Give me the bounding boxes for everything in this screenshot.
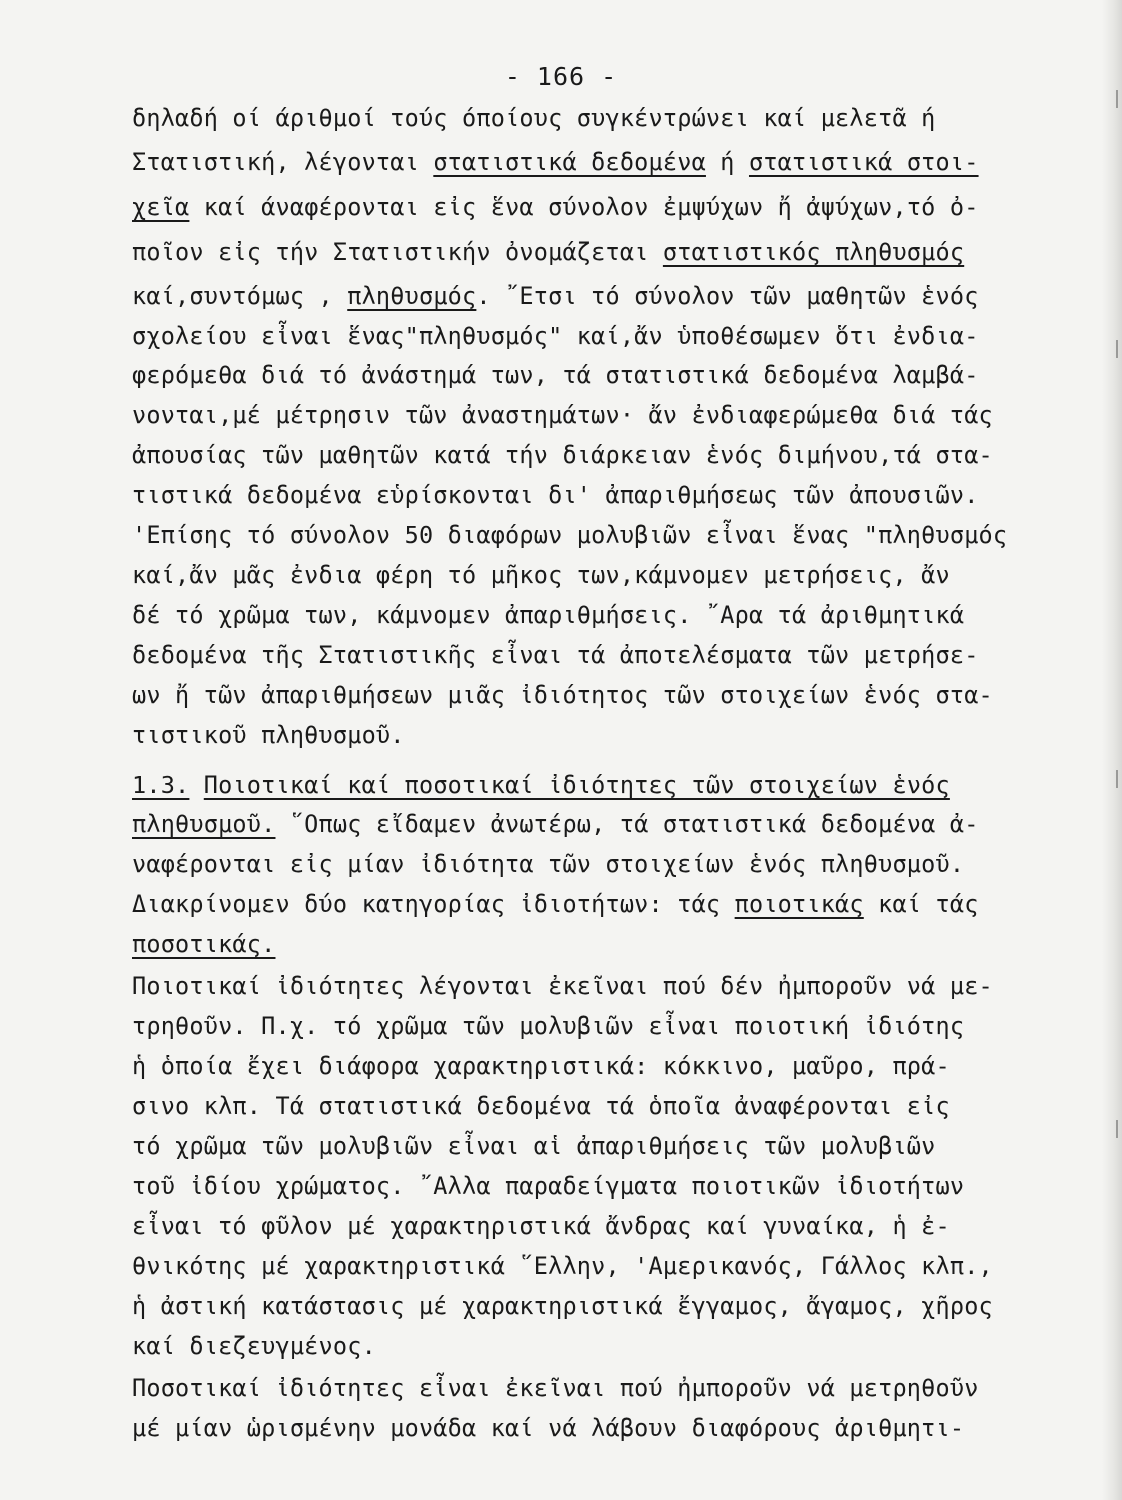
text-segment: καί,ἄν μᾶς ἐνδια φέρη τό μῆκος των,κάμνομεν μετρήσεις, ἄν	[132, 561, 950, 589]
underlined-text: στατιστικά δεδομένα	[433, 148, 706, 176]
text-segment: ῞Οπως εἴδαμεν ἀνωτέρω, τά στατιστικά δεδομένα ἀ-	[275, 810, 979, 838]
text-segment: σινο κλπ. Τά στατιστικά δεδομένα τά ὁποῖα ἀναφέρονται εἰς	[132, 1092, 950, 1120]
underlined-text: ποιοτικάς	[734, 890, 864, 918]
text-line	[132, 238, 1012, 266]
underlined-text: στατιστικά στοι-	[748, 148, 979, 176]
text-segment: Στατιστική, λέγονται	[132, 148, 434, 176]
page-edge-shadow	[1102, 0, 1122, 1500]
text-line	[132, 481, 1012, 509]
text-segment: καί άναφέρονται εἰς ἕνα σύνολον ἐμψύχων ἤ ἀψύχων,τό ὀ-	[189, 193, 979, 221]
text-line	[132, 810, 1012, 838]
text-line	[132, 1332, 1012, 1360]
page-number: - 166 -	[504, 62, 618, 91]
edge-mark	[1116, 770, 1118, 788]
text-segment: ἡ ὁποία ἔχει διάφορα χαρακτηριστικά: κόκκινο, μαῦρο, πρά-	[132, 1052, 950, 1080]
text-segment: μέ μίαν ὡρισμένην μονάδα καί νά λάβουν διαφόρους ἀριθμητι-	[132, 1414, 965, 1442]
text-segment: ποῖον εἰς τήν Στατιστικήν ὀνομάζεται	[132, 238, 663, 266]
text-line	[132, 322, 1012, 350]
text-line	[132, 1172, 1012, 1200]
text-segment: καί διεζευγμένος.	[132, 1332, 376, 1360]
text-segment: τρηθοῦν. Π.χ. τό χρῶμα τῶν μολυβιῶν εἶναι ποιοτική ἰδιότης	[132, 1012, 965, 1040]
text-segment: εἶναι τό φῦλον μέ χαρακτηριστικά ἄνδρας καί γυναίκα, ἡ ἐ-	[132, 1212, 950, 1240]
text-segment: Ποιοτικαί ἰδιότητες λέγονται ἐκεῖναι πού δέν ἠμποροῦν νά με-	[132, 972, 993, 1000]
text-segment: καί τάς	[863, 890, 979, 918]
edge-mark	[1116, 90, 1118, 108]
text-line	[132, 401, 1012, 429]
text-line	[132, 1092, 1012, 1120]
text-segment: τό χρῶμα τῶν μολυβιῶν εἶναι αἱ ἀπαριθμήσεις τῶν μολυβιῶν	[132, 1132, 936, 1160]
text-segment: δηλαδή οί άριθμοί τούς όποίους συγκέντρώνει καί μελετᾶ ή	[132, 104, 936, 132]
text-segment: νονται,μέ μέτρησιν τῶν ἀναστημάτων· ἄν ἐνδιαφερώμεθα διά τάς	[132, 401, 993, 429]
underlined-text: ποσοτικάς.	[132, 930, 276, 958]
text-line	[132, 193, 1012, 221]
text-segment	[189, 771, 203, 799]
underlined-text: πληθυσμός	[347, 282, 477, 310]
text-segment: δέ τό χρῶμα των, κάμνομεν ἀπαριθμήσεις. ῎Αρα τά ἀριθμητικά	[132, 601, 965, 629]
text-line	[132, 1414, 1012, 1442]
text-line	[132, 601, 1012, 629]
text-line	[132, 361, 1012, 389]
text-line	[132, 282, 1012, 310]
underlined-text: στατιστικός πληθυσμός	[662, 238, 965, 266]
text-line	[132, 1292, 1012, 1320]
text-segment: δεδομένα τῆς Στατιστικῆς εἶναι τά ἀποτελέσματα τῶν μετρήσε-	[132, 641, 979, 669]
text-line	[132, 972, 1012, 1000]
underlined-text: 1.3.	[132, 771, 190, 799]
text-segment: σχολείου εἶναι ἕνας"πληθυσμός" καί,ἄν ὑποθέσωμεν ὅτι ἐνδια-	[132, 322, 979, 350]
text-segment: ναφέρονται εἰς μίαν ἰδιότητα τῶν στοιχείων ἑνός πληθυσμοῦ.	[132, 850, 965, 878]
text-segment: Ποσοτικαί ἰδιότητες εἶναι ἐκεῖναι πού ἠμποροῦν νά μετρηθοῦν	[132, 1374, 979, 1402]
text-line	[132, 1212, 1012, 1240]
text-line	[132, 1252, 1012, 1280]
text-line	[132, 930, 1012, 958]
text-line	[132, 148, 1012, 176]
text-line	[132, 104, 1012, 132]
text-segment: ἀπουσίας τῶν μαθητῶν κατά τήν διάρκειαν ἑνός διμήνου,τά στα-	[132, 441, 993, 469]
text-line	[132, 681, 1012, 709]
underlined-text: Ποιοτικαί καί ποσοτικαί ἰδιότητες τῶν στοιχείων ἑνός	[203, 771, 950, 799]
text-segment: ἡ ἀστική κατάστασις μέ χαρακτηριστικά ἔγγαμος, ἄγαμος, χῆρος	[132, 1292, 993, 1320]
text-line	[132, 1012, 1012, 1040]
text-line	[132, 1374, 1012, 1402]
text-line	[132, 641, 1012, 669]
text-line	[132, 850, 1012, 878]
text-segment: 'Επίσης τό σύνολον 50 διαφόρων μολυβιῶν εἶναι ἕνας "πληθυσμός	[132, 521, 1008, 549]
text-segment: Διακρίνομεν δύο κατηγορίας ἰδιοτήτων: τάς	[132, 890, 735, 918]
text-line	[132, 721, 1012, 749]
text-segment: φερόμεθα διά τό ἀνάστημά των, τά στατιστικά δεδομένα λαμβά-	[132, 361, 979, 389]
text-line	[132, 561, 1012, 589]
text-line	[132, 441, 1012, 469]
text-segment: θνικότης μέ χαρακτηριστικά ῞Ελλην, 'Αμερικανός, Γάλλος κλπ.,	[132, 1252, 993, 1280]
text-segment: . ῎Ετσι τό σύνολον τῶν μαθητῶν ἑνός	[476, 282, 979, 310]
text-segment: καί,συντόμως ,	[132, 282, 348, 310]
underlined-text: πληθυσμοῦ.	[132, 810, 276, 838]
text-segment: ων ἤ τῶν ἀπαριθμήσεων μιᾶς ἰδιότητος τῶν στοιχείων ἑνός στα-	[132, 681, 993, 709]
text-segment: ή	[705, 148, 749, 176]
edge-mark	[1116, 340, 1118, 358]
edge-mark	[1116, 1120, 1118, 1138]
text-line	[132, 1132, 1012, 1160]
text-segment: τιστικοῦ πληθυσμοῦ.	[132, 721, 405, 749]
underlined-text: χεῖα	[132, 193, 190, 221]
text-line	[132, 890, 1012, 918]
text-line	[132, 1052, 1012, 1080]
text-line	[132, 771, 1012, 799]
text-segment: τιστικά δεδομένα εὑρίσκονται δι' ἀπαριθμήσεως τῶν ἀπουσιῶν.	[132, 481, 979, 509]
text-segment: τοῦ ἰδίου χρώματος. ῎Αλλα παραδείγματα ποιοτικῶν ἰδιοτήτων	[132, 1172, 965, 1200]
text-line	[132, 521, 1012, 549]
